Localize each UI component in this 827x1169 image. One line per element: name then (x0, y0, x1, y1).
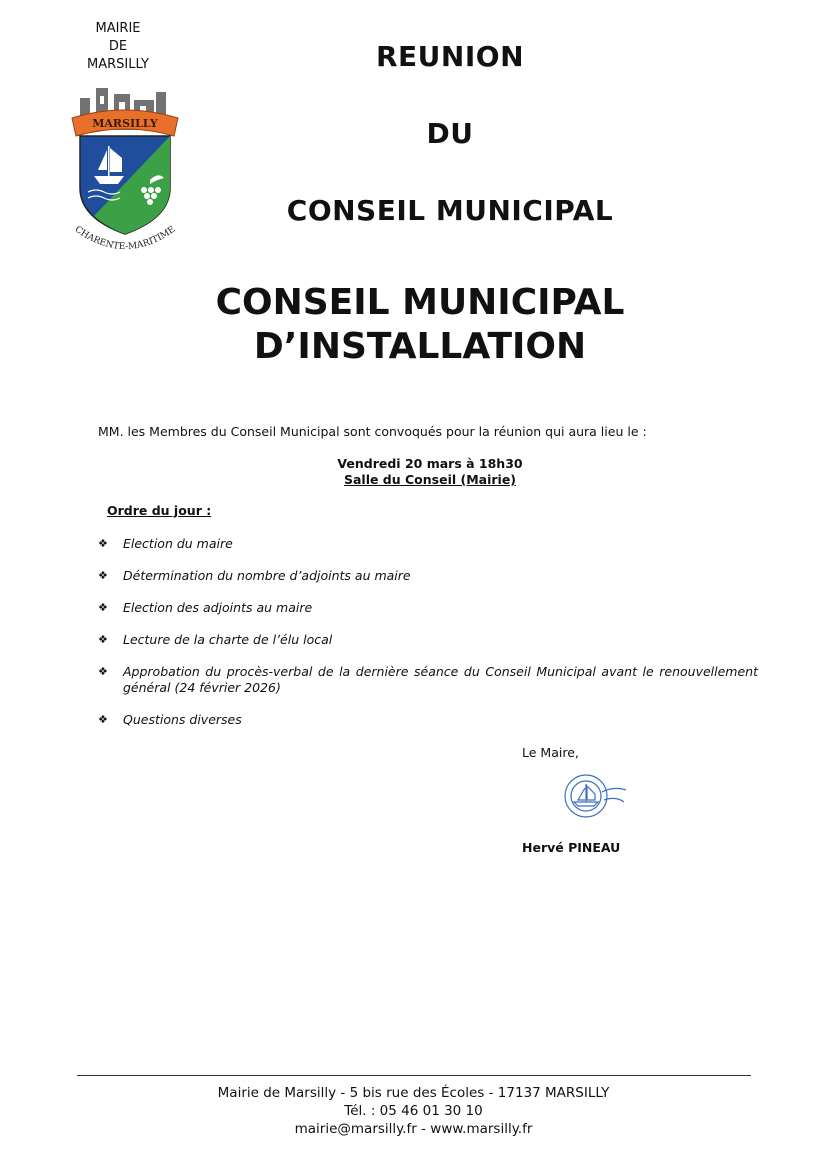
diamond-bullet-icon: ❖ (98, 665, 108, 678)
diamond-bullet-icon: ❖ (98, 601, 108, 614)
diamond-bullet-icon: ❖ (98, 537, 108, 550)
mairie-stamp-icon (552, 772, 630, 820)
signature-intro: Le Maire, (522, 745, 579, 760)
footer-contact: mairie@marsilly.fr - www.marsilly.fr (294, 1121, 533, 1137)
diamond-bullet-icon: ❖ (98, 713, 108, 726)
main-title-line: CONSEIL MUNICIPAL (215, 282, 625, 323)
title-line: DU (426, 117, 474, 150)
mairie-label-line: MARSILLY (87, 57, 149, 72)
agenda-item: ❖ Questions diverses (98, 712, 242, 727)
meeting-place: Salle du Conseil (Mairie) (343, 472, 517, 487)
crest-caption: CHARENTE-MARITIME (72, 224, 178, 253)
title-line: REUNION (375, 40, 524, 73)
mairie-label-line: MAIRIE (95, 21, 141, 36)
agenda-item: ❖ Lecture de la charte de l’élu local (98, 632, 333, 647)
footer-divider (77, 1075, 751, 1076)
footer (0, 1084, 827, 1138)
agenda-item: ❖ Détermination du nombre d’adjoints au maire (98, 568, 411, 583)
agenda-item: ❖ Election des adjoints au maire (98, 600, 313, 615)
agenda-heading: Ordre du jour : (107, 503, 212, 518)
main-title-line: D’INSTALLATION (253, 326, 587, 367)
title-line: CONSEIL MUNICIPAL (286, 194, 614, 227)
meeting-date: Vendredi 20 mars à 18h30 (337, 456, 523, 471)
mairie-label (68, 20, 168, 74)
footer-phone: Tél. : 05 46 01 30 10 (344, 1103, 483, 1119)
crest-banner-text: MARSILLY (92, 117, 158, 130)
convocation-intro: MM. les Membres du Conseil Municipal sont convoqués pour la réunion qui aura lieu le : (98, 424, 647, 439)
footer-address: Mairie de Marsilly - 5 bis rue des Écoles - 17137 MARSILLY (217, 1085, 610, 1101)
diamond-bullet-icon: ❖ (98, 633, 108, 646)
agenda-item: ❖ Approbation du procès-verbal de la dernière séance du Conseil Municipal avant le renouvellement général (24 février 2026) (98, 664, 758, 695)
agenda-item: ❖ Election du maire (98, 536, 233, 551)
agenda-list (98, 536, 758, 744)
mairie-label-line: DE (108, 39, 128, 54)
mayor-name: Hervé PINEAU (522, 840, 621, 855)
meeting-details (280, 456, 580, 488)
diamond-bullet-icon: ❖ (98, 569, 108, 582)
town-crest-logo (66, 84, 184, 260)
